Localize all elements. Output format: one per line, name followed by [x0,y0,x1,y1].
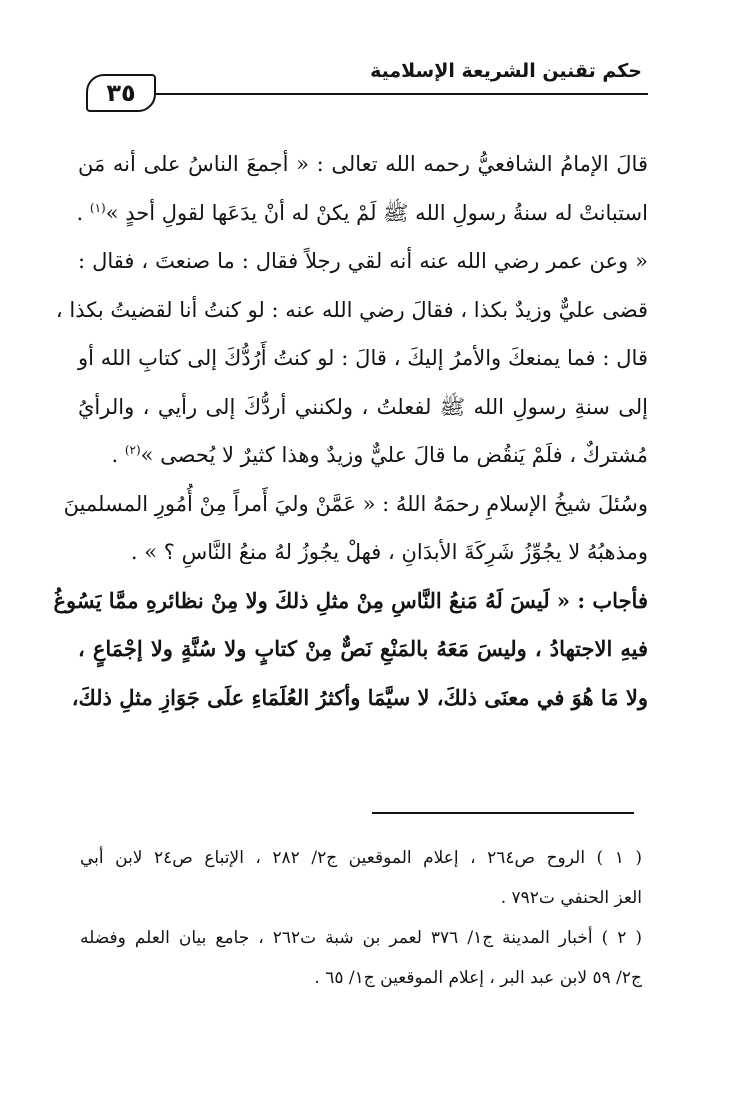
footnote-ref-2: (٢) [124,443,141,457]
text-line [78,431,648,480]
text-line-content: استبانتْ له سنةُ رسولِ الله ﷺ لَمْ يكنْ له أنْ يدَعَها لقولِ أحدٍ » [105,200,648,225]
text-line: فأجاب : « لَيسَ لَهُ مَنعُ النَّاسِ مِنْ مثلِ ذلكَ ولا مِنْ نظائرهِ ممَّا يَسُوغُ [53,587,648,613]
footnote-divider [372,812,634,814]
text-line: « وعن عمر رضي الله عنه أنه لقي رجلاً فقال : ما صنعتَ ، فقال : [78,249,648,273]
footnote-line: العز الحنفي ت٧٩٢ . [500,888,642,908]
text-line: ومذهبُهُ لا يجُوِّزُ شَرِكَةَ الأبدَانِ ، فهلْ يجُوزُ لهُ منعُ النَّاسِ ؟ » . [130,540,648,564]
text-line: إلى سنةِ رسولِ الله ﷺ لفعلتُ ، ولكنني أردُّكَ إلى رأيي ، والرأيُ [78,394,648,419]
text-line: قضى عليٌّ وزيدٌ بكذا ، فقالَ رضي الله عنه : لو كنتُ أنا لقضيتُ بكذا ، [55,297,648,322]
main-text [53,140,648,722]
text-line: قال : فما يمنعكَ والأمرُ إليكَ ، قالَ : لو كنتُ أَرُدُّكَ إلى كتابِ الله أو [78,346,648,370]
footnote-ref-1: (١) [89,200,106,215]
footnotes [80,838,642,998]
text-line: وسُئلَ شيخُ الإسلامِ رحمَهُ اللهُ : « عَمَّنْ وليَ أَمراً مِنْ أُمُورِ المسلمينَ [63,491,648,516]
page-header [78,56,648,112]
text-line: فيهِ الاجتهادُ ، وليسَ مَعَهُ بالمَنْعِ نَصٌّ مِنْ كتابٍ ولا سُنَّةٍ ولا إجْمَاعٍ ، [78,636,648,661]
footnote-line: ( ١ ) الروح ص٢٦٤ ، إعلام الموقعين ج٢/ ٢٨٢ ، الإتباع ص٢٤ لابن أبي [80,848,642,868]
footnote-line: ج٢/ ٥٩ لابن عبد البر ، إعلام الموقعين ج١/ ٦٥ . [314,968,642,988]
line-end-mark: . [76,200,84,225]
text-line: قالَ الإمامُ الشافعيُّ رحمه الله تعالى : « أجمعَ الناسُ على أنه مَن [78,152,648,176]
header-rule [148,93,648,95]
text-line [78,189,648,238]
running-title: حكم تقنين الشريعة الإسلامية [370,60,642,82]
page-number: ٣٥ [86,74,156,112]
footnote-line: ( ٢ ) أخبار المدينة ج١/ ٣٧٦ لعمر بن شبة ت٢٦٢ ، جامع بيان العلم وفضله [80,928,642,948]
line-end-mark: . [111,443,119,467]
text-line: ولا مَا هُوَ في معنَى ذلكَ، لا سيَّمَا وأكثرُ العُلَمَاءِ علَى جَوَازِ مثلِ ذلكَ، [71,684,648,710]
text-line-content: مُشتركٌ ، فلَمْ يَنقُض ما قالَ عليٌّ وزيدٌ وهذا كثيرٌ لا يُحصى » [140,443,648,467]
